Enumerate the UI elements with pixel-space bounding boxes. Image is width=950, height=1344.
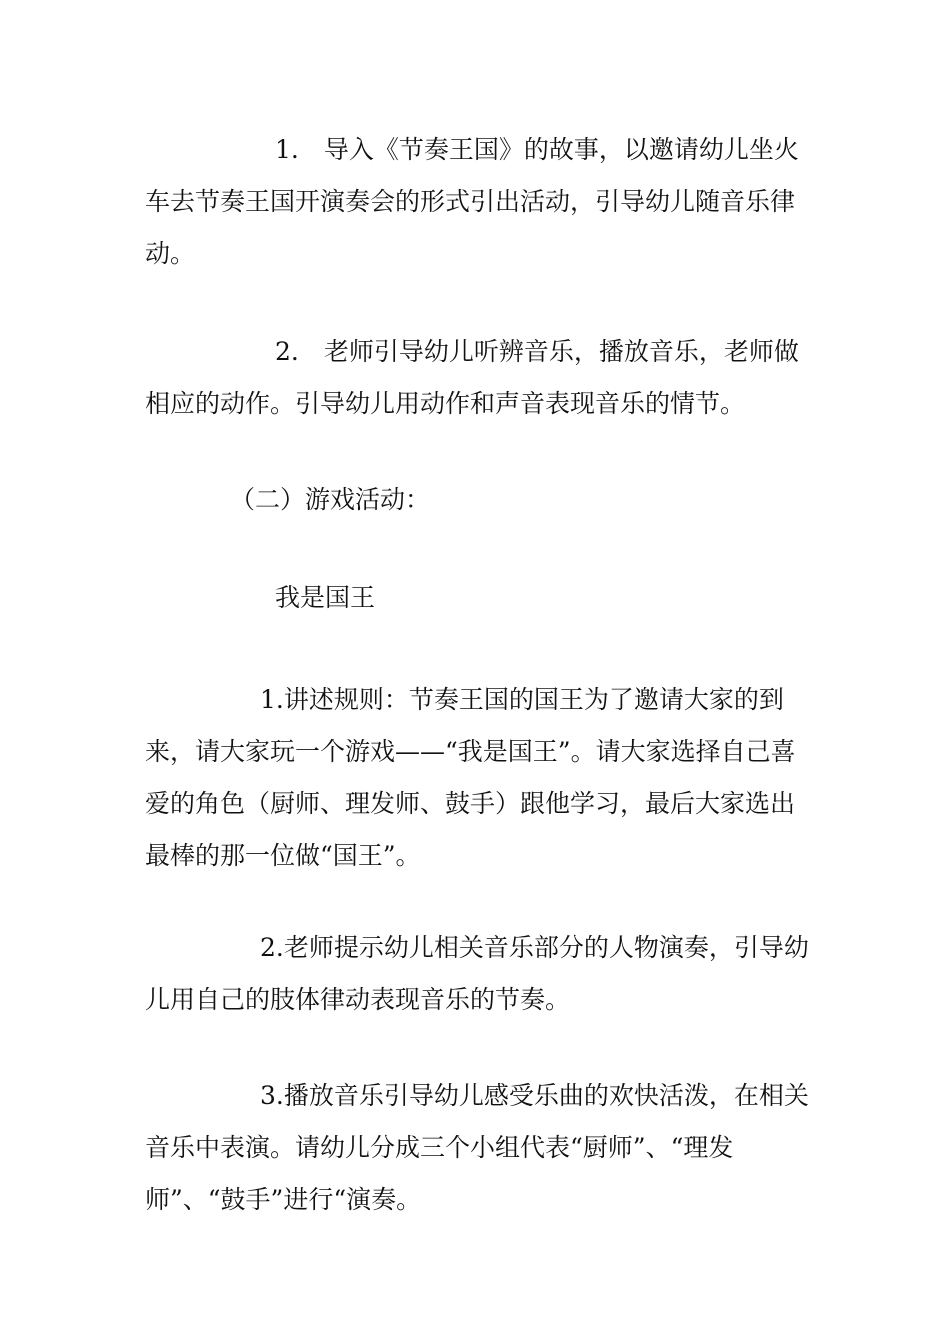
- game-title: 我是国王: [275, 583, 376, 612]
- paragraph-listen-music: 2. 老师引导幼儿听辨音乐，播放音乐，老师做相应的动作。引导幼儿用动作和声音表现音乐的情节。: [145, 337, 799, 418]
- paragraph-teacher-hint: 2.老师提示幼儿相关音乐部分的人物演奏，引导幼儿用自己的肢体律动表现音乐的节奏。: [145, 933, 809, 1014]
- paragraph-perform: 3.播放音乐引导幼儿感受乐曲的欢快活泼，在相关音乐中表演。请幼儿分成三个小组代表“厨师”、“理发师”、“鼓手”进行“演奏。: [145, 1081, 809, 1214]
- paragraph-intro-story: 1. 导入《节奏王国》的故事，以邀请幼儿坐火车去节奏王国开演奏会的形式引出活动，引导幼儿随音乐律动。: [145, 135, 799, 268]
- paragraph-rules: 1.讲述规则：节奏王国的国王为了邀请大家的到来，请大家玩一个游戏——“我是国王”。请大家选择自己喜爱的角色（厨师、理发师、鼓手）跟他学习，最后大家选出最棒的那一位做“国王”。: [145, 685, 796, 870]
- section-heading-game: （二）游戏活动：: [230, 485, 431, 514]
